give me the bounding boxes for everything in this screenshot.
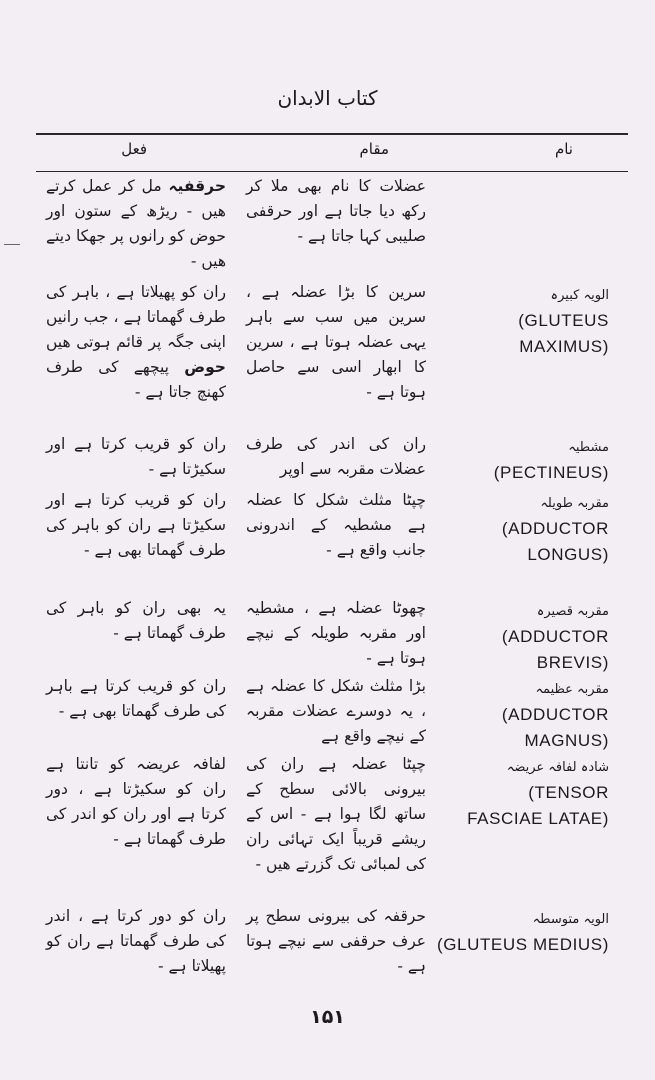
action-cell: ران کو قریب کرتا ہے باہر کی طرف گھماتا بھی ہے - <box>46 677 226 720</box>
muscle-urdu-name: شادہ لفافہ عریضہ <box>506 760 609 775</box>
header-action: فعل <box>121 140 147 158</box>
table-top-rule <box>36 133 628 135</box>
muscle-english-name: (GLUTEUS MAXIMUS) <box>518 311 609 356</box>
place-cell: حرقفہ کی بیرونی سطح پر عرف حرقفی سے نیچے ہوتا ہے - <box>246 907 426 975</box>
place-cell: چپٹا عضلہ ہے ران کی بیرونی بالائی سطح کے ساتھ لگا ہوا ہے - اس کے ریشے قریباً ایک تہائی ران کی لمبائی تک گزرتے ھیں - <box>246 755 426 873</box>
place-cell: چھوٹا عضلہ ہے ، مشطیہ اور مقربہ طویلہ کے نیچے ہوتا ہے - <box>246 599 426 667</box>
action-cell: ران کو دور کرتا ہے ، اندر کی طرف گھماتا ہے ران کو پھیلاتا ہے - <box>46 907 226 975</box>
table-header-rule <box>36 171 628 172</box>
action-keyword: حوض <box>184 358 226 376</box>
name-cell <box>429 596 609 676</box>
place-cell: بڑا مثلث شکل کا عضلہ ہے ، یہ دوسرے عضلات مقربہ کے نیچے واقع ہے <box>246 677 426 745</box>
muscle-english-name: (TENSOR FASCIAE LATAE) <box>467 783 609 828</box>
place-cell: عضلات کا نام بھی ملا کر رکھ دیا جاتا ہے اور حرقفی صلیبی کہا جاتا ہے - <box>246 177 426 245</box>
muscle-english-name: (ADDUCTOR LONGUS) <box>501 519 609 564</box>
muscle-english-name: (GLUTEUS MEDIUS) <box>436 935 609 954</box>
name-cell <box>429 752 609 832</box>
muscle-urdu-name: الویہ متوسطہ <box>532 912 609 927</box>
place-cell: ران کی اندر کی طرف عضلات مقربہ سے اوپر <box>246 435 426 478</box>
name-cell <box>429 280 609 360</box>
muscle-urdu-name: الویہ کبیرہ <box>550 288 609 303</box>
place-cell: چپٹا مثلث شکل کا عضلہ ہے مشطیہ کے اندرونی جانب واقع ہے - <box>246 491 426 559</box>
action-text: پیچھے کی طرف کھنچ جاتا ہے - <box>46 358 226 401</box>
name-cell <box>429 488 609 568</box>
action-cell: ران کو قریب کرتا ہے اور سکیڑتا ہے - <box>46 435 226 478</box>
muscle-urdu-name: مقربہ عظیمہ <box>535 682 609 697</box>
place-cell: سرین کا بڑا عضلہ ہے ، سرین میں سب سے باہر یہی عضلہ ہوتا ہے ، سرین کا ابھار اسی سے حاصل ہوتا ہے - <box>246 283 426 401</box>
name-cell <box>429 674 609 754</box>
action-text: مل کر عمل کرتے ھیں - ریڑھ کے ستون اور حوض کو رانوں پر جھکا دیتے ھیں - <box>46 177 226 270</box>
muscle-urdu-name: مقربہ طویلہ <box>540 496 609 511</box>
action-text: ران کو پھیلاتا ہے ، باہر کی طرف گھماتا ہے ، جب رانیں اپنی جگہ پر قائم ہوتی ھیں <box>46 283 226 351</box>
action-cell: ران کو قریب کرتا ہے اور سکیڑتا ہے ران کو باہر کی طرف گھماتا بھی ہے - <box>46 491 226 559</box>
name-cell <box>429 432 609 486</box>
table-header <box>0 140 655 168</box>
header-name: نام <box>554 140 573 158</box>
muscle-english-name: (ADDUCTOR BREVIS) <box>501 627 609 672</box>
action-cell: یہ بھی ران کو باہر کی طرف گھماتا ہے - <box>46 599 226 642</box>
action-cell <box>46 174 226 274</box>
muscle-urdu-name: مقربہ قصیرہ <box>536 604 609 619</box>
margin-mark <box>4 244 20 245</box>
muscle-english-name: (ADDUCTOR MAGNUS) <box>501 705 609 750</box>
action-keyword: حرقفیہ <box>168 177 226 195</box>
muscle-english-name: (PECTINEUS) <box>493 463 609 482</box>
header-place: مقام <box>359 140 389 158</box>
page-number: ۱۵۱ <box>310 1006 345 1028</box>
page-title: کتاب الابدان <box>277 86 378 110</box>
action-cell: لفافہ عریضہ کو تانتا ہے ران کو سکیڑتا ہے ، دور کرتا ہے اور ران کو اندر کی طرف گھماتا ہے - <box>46 755 226 848</box>
muscle-urdu-name: مشطیہ <box>568 440 609 455</box>
name-cell <box>429 904 609 958</box>
action-cell <box>46 280 226 405</box>
